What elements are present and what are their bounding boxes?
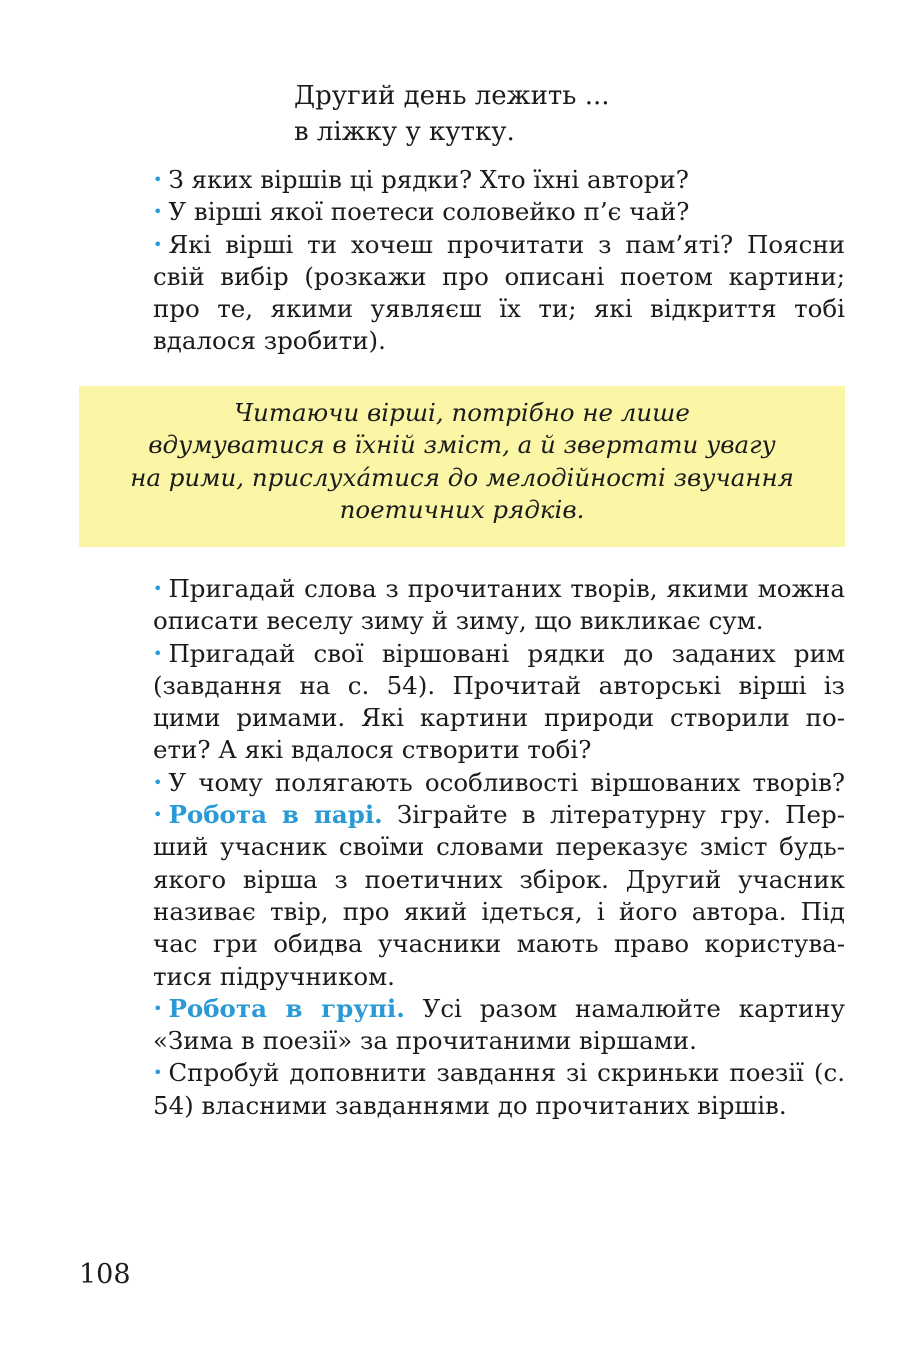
rule-box xyxy=(79,386,845,547)
task-item-6 xyxy=(153,1057,845,1122)
poem-line-1: Другий день лежить ... xyxy=(294,81,610,111)
task-item-5 xyxy=(153,993,845,1058)
rule-line-4: поетичних рядків. xyxy=(339,494,585,524)
task-item-3 xyxy=(153,767,845,799)
task-item-4 xyxy=(153,799,845,993)
bullet-icon: • xyxy=(153,202,163,222)
bullet-icon: • xyxy=(153,234,163,254)
task-text-4: Зіграйте в літературну гру. Перший учасник своїми словами переказує зміст будь-якого вірша з поетичних збірок. Другий учасник називає твір, про який ідеться, і його автора. Під час гри обидва учасники мають право користуватися підручником. xyxy=(153,800,846,991)
bullet-icon: • xyxy=(153,772,163,792)
bullet-icon: • xyxy=(153,1063,163,1083)
task-text-2: Пригадай свої віршовані рядки до заданих рим (завдання на с. 54). Прочитай авторські вірші із цими римами. Які картини природи створили поети? А які вдалося створити тобі? xyxy=(153,638,845,765)
rule-line-1: Читаючи вірші, потрібно не лише xyxy=(234,398,690,427)
task-list xyxy=(153,573,845,1122)
question-item-1 xyxy=(153,164,845,196)
rule-line-2: вдумуватися в їхній зміст, а й звертати увагу xyxy=(148,430,776,460)
bullet-icon: • xyxy=(153,579,163,598)
poem-line-2: в ліжку у кутку. xyxy=(294,117,515,147)
task-highlight-group-work: Робота в групі. xyxy=(168,993,405,1023)
task-text-1: Пригадай слова з прочитаних творів, якими можна описати веселу зиму й зиму, що викликає сум. xyxy=(153,574,845,636)
question-text-1: З яких віршів ці рядки? Хто їхні автори? xyxy=(168,165,689,194)
bullet-icon: • xyxy=(153,805,163,825)
question-text-3: Які вірші ти хочеш прочитати з пам’яті? Поясни свій вибір (розкажи про описані поетом картини; про те, якими уявляєш їх ти; які відкриття тобі вдалося зробити). xyxy=(153,229,845,356)
question-list xyxy=(153,164,845,358)
task-text-6: Спробуй доповнити завдання зі скриньки поезії (с. 54) власними завданнями до прочитаних віршів. xyxy=(153,1058,845,1120)
task-text-3: У чому полягають особливості віршованих творів? xyxy=(168,767,845,797)
question-text-2: У вірші якої поетеси соловейко п’є чай? xyxy=(168,197,690,227)
rule-line-3: на рими, прислуха́тися до мелодійності звучання xyxy=(130,462,794,492)
bullet-icon: • xyxy=(153,170,163,189)
question-item-3 xyxy=(153,229,845,358)
task-item-1 xyxy=(153,573,845,638)
bullet-icon: • xyxy=(153,998,163,1018)
bullet-icon: • xyxy=(153,643,163,663)
task-highlight-pair-work: Робота в парі. xyxy=(168,800,383,830)
task-text-5: Усі разом намалюйте картину «Зима в поезії» за прочитаними віршами. xyxy=(153,993,845,1056)
page-number: 108 xyxy=(79,1259,131,1290)
poem-excerpt xyxy=(294,78,610,150)
task-item-2 xyxy=(153,638,845,767)
question-item-2 xyxy=(153,196,845,228)
